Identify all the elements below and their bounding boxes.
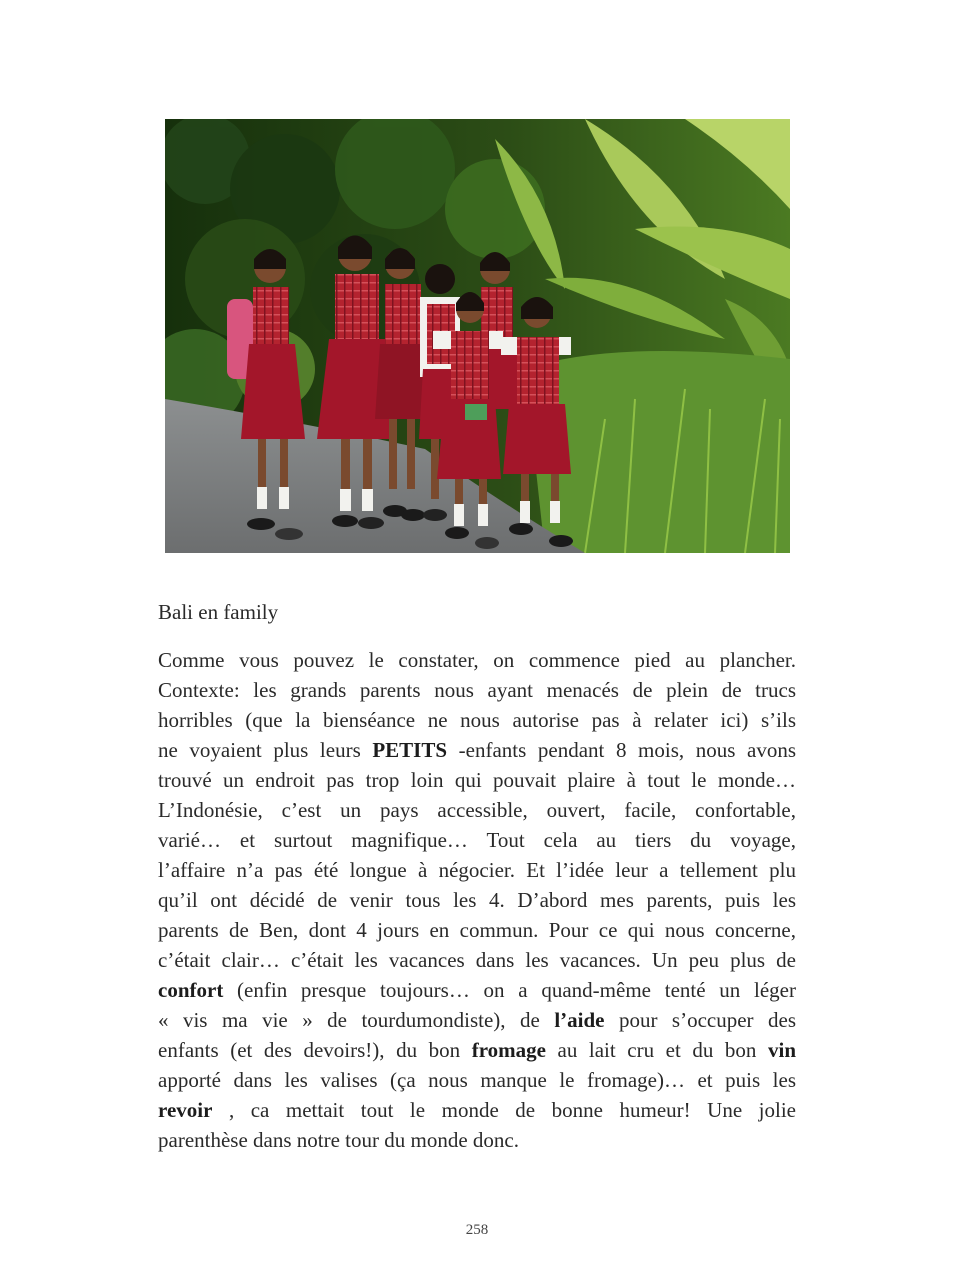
paragraph-line: [158, 675, 796, 705]
text-run: l’affaire n’a pas été longue à négocier. Et l’idée leur a tellement plu: [158, 858, 796, 882]
page-number: 258: [465, 1222, 489, 1238]
paragraph-line: [158, 1035, 796, 1065]
bold-phrase: fromage: [471, 1038, 546, 1062]
text-run: ne voyaient plus leurs: [158, 738, 373, 762]
text-run: Contexte: les grands parents nous ayant menacés de plein de trucs: [158, 678, 796, 702]
text-run: parents de Ben, dont 4 jours en commun. Pour ce qui nous concerne,: [158, 918, 796, 942]
text-run: parenthèse dans notre tour du monde donc.: [158, 1128, 519, 1152]
text-run: « vis ma vie » de tourdumondiste), de: [158, 1008, 555, 1032]
paragraph-line: [158, 645, 796, 675]
text-run: (enfin presque toujours… on a quand-même tenté un léger: [223, 978, 796, 1002]
paragraph-line: [158, 975, 796, 1005]
bold-phrase: l’aide: [554, 1008, 605, 1032]
bold-phrase: confort: [158, 978, 224, 1002]
text-run: -enfants pendant 8 mois, nous avons: [447, 738, 796, 762]
section-heading: Bali en family: [158, 600, 279, 624]
text-run: c’était clair… c’était les vacances dans les vacances. Un peu plus de: [158, 948, 796, 972]
bold-phrase: PETITS: [372, 738, 448, 762]
paragraph-line: [158, 795, 796, 825]
paragraph-line: [158, 885, 796, 915]
text-run: enfants (et des devoirs!), du bon: [158, 1038, 472, 1062]
text-run: L’Indonésie, c’est un pays accessible, ouvert, facile, confortable,: [158, 798, 796, 822]
paragraph-line: [158, 765, 796, 795]
paragraph-line: [158, 825, 796, 855]
text-run: varié… et surtout magnifique… Tout cela au tiers du voyage,: [158, 828, 796, 852]
paragraph-line: [158, 1065, 796, 1095]
paragraph-line: [158, 1125, 796, 1155]
text-run: au lait cru et du bon: [545, 1038, 768, 1062]
paragraph-line: [158, 945, 796, 975]
text-run: trouvé un endroit pas trop loin qui pouvait plaire à tout le monde…: [158, 768, 796, 792]
text-run: qu’il ont décidé de venir tous les 4. D’abord mes parents, puis les: [158, 888, 796, 912]
paragraph-line: [158, 1095, 796, 1125]
photo-schoolgirls-bali: [165, 119, 790, 553]
paragraph-line: [158, 915, 796, 945]
paragraph-line: [158, 735, 796, 765]
bold-phrase: vin: [767, 1038, 796, 1062]
photo-illustration: [165, 119, 790, 553]
body-paragraph: [158, 645, 796, 1155]
paragraph-line: [158, 855, 796, 885]
text-run: pour s’occuper des: [604, 1008, 797, 1032]
text-run: Comme vous pouvez le constater, on commence pied au plancher.: [158, 648, 796, 672]
text-run: apporté dans les valises (ça nous manque le fromage)… et puis les: [158, 1068, 796, 1092]
bold-phrase: revoir: [158, 1098, 213, 1122]
paragraph-line: [158, 1005, 796, 1035]
text-run: horribles (que la bienséance ne nous autorise pas à relater ici) s’ils: [158, 708, 796, 732]
text-run: , ca mettait tout le monde de bonne humeur! Une jolie: [212, 1098, 796, 1122]
paragraph-line: [158, 705, 796, 735]
